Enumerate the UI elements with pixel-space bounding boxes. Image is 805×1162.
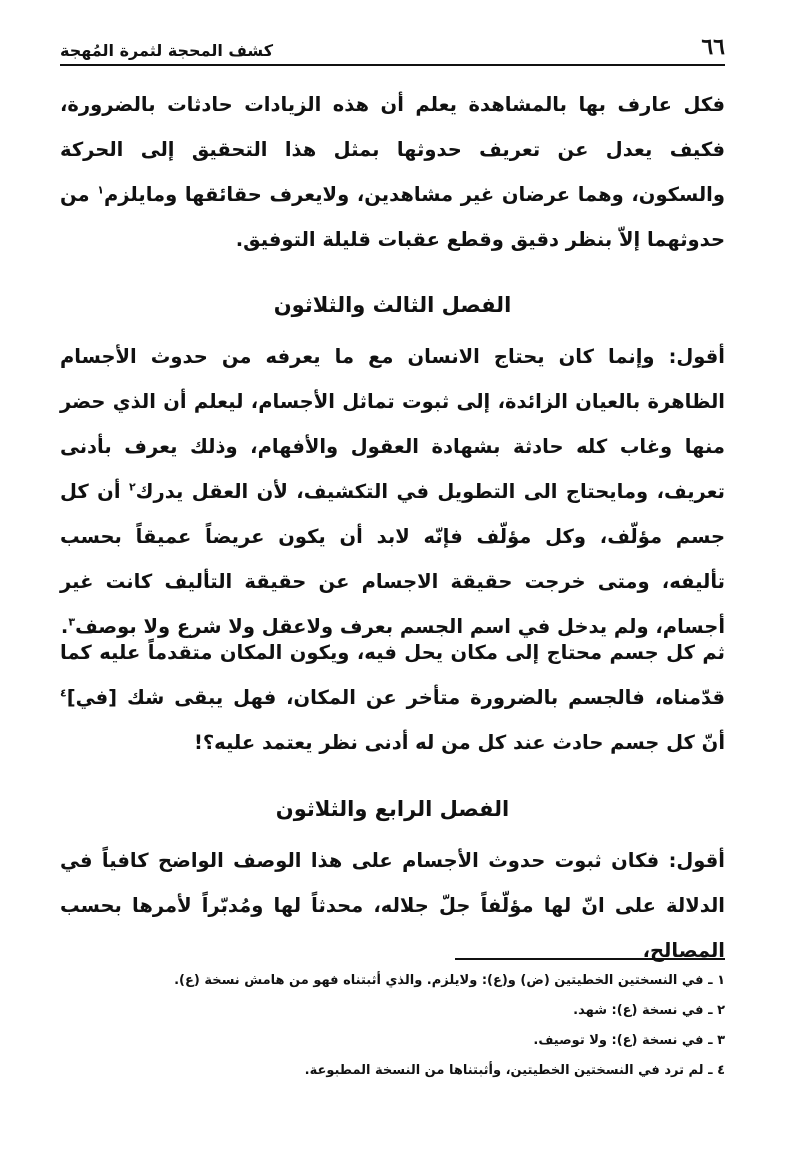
section-33-title: الفصل الثالث والثلاثون — [273, 293, 512, 317]
page-number: ٦٦ — [701, 34, 725, 60]
paragraph-4-text: فكان ثبوت حدوث الأجسام على هذا الوصف الواضح كافياً في الدلالة على انّ لها مؤلّفاً جلّ جلاله، محدثاً لها ومُدبّراً لأمرها بحسب المصالح، — [60, 849, 725, 962]
paragraph-2 — [60, 334, 725, 649]
footnote-4: ٤ ـ لم ترد في النسختين الخطيتين، وأثبتناها من النسخة المطبوعة. — [304, 1063, 725, 1078]
running-title: كشف المحجة لثمرة المُهجة — [60, 41, 274, 60]
paragraph-2-lead: أقول: — [668, 345, 725, 368]
section-34-title: الفصل الرابع والثلاثون — [275, 797, 510, 821]
paragraph-1 — [60, 82, 725, 262]
paragraph-2-text-b: أن كل جسم مؤلّف، وكل مؤلّف فإنّه لابد أن يكون عريضاً عميقاً بحسب تأليفه، ومتى خرجت حقيقة الاجسام عن حقيقة التأليف كانت غير أجسام، ولم يدخل في اسم الجسم بعرف ولاعقل ولا شرع ولا بوصف — [60, 480, 725, 638]
footnote-divider — [455, 958, 725, 960]
footnote-1: ١ ـ في النسختين الخطيتين (ض) و(ع): ولايلزم. والذي أثبتناه فهو من هامش نسخة (ع). — [174, 973, 725, 988]
paragraph-4 — [60, 838, 725, 973]
paragraph-1-end: من حدوثهما إلاّ بنظر دقيق وقطع عقبات قليلة التوفيق. — [60, 183, 725, 251]
paragraph-2-text-a: وإنما كان يحتاج الانسان مع ما يعرفه من حدوث الأجسام الظاهرة بالعيان الزائدة، إلى ثبوت تماثل الأجسام، ليعلم أن الذي حضر منها وغاب كله حادثة بشهادة العقول والأفهام، وذلك يعرف بأدنى تعريف، ومايحتاج الى التطويل في التكشيف، لأن العقل يدرك — [60, 345, 725, 503]
footnote-ref-2: ٢ — [128, 480, 136, 494]
paragraph-2-text-c: . — [60, 615, 69, 638]
footnote-ref-1: ١ — [97, 183, 104, 197]
paragraph-3-text-b: أنّ كل جسم حادث عند كل من له أدنى نظر يعتمد عليه؟! — [193, 731, 725, 754]
paragraph-1-text: فكل عارف بها بالمشاهدة يعلم أن هذه الزيادات حادثات بالضرورة، فكيف يعدل عن تعريف حدوثها بمثل هذا التحقيق إلى الحركة والسكون، وهما عرضان غير مشاهدين، ولايعرف حقائقها ومايلزم — [60, 93, 725, 206]
page-header — [60, 26, 725, 66]
paragraph-3 — [60, 630, 725, 765]
paragraph-3-text-a: ثم كل جسم محتاج إلى مكان يحل فيه، ويكون المكان متقدماً عليه كما قدّمناه، فالجسم بالضرورة متأخر عن المكان، فهل يبقى شك [في] — [60, 641, 725, 709]
paragraph-4-lead: أقول: — [668, 849, 725, 872]
footnotes — [60, 966, 725, 1086]
footnote-3: ٣ ـ في نسخة (ع): ولا توصيف. — [533, 1033, 725, 1048]
footnote-ref-4: ٤ — [60, 686, 67, 700]
footnote-2: ٢ ـ في نسخة (ع): شهد. — [573, 1003, 725, 1018]
footnote-ref-3: ٣ — [68, 615, 76, 629]
